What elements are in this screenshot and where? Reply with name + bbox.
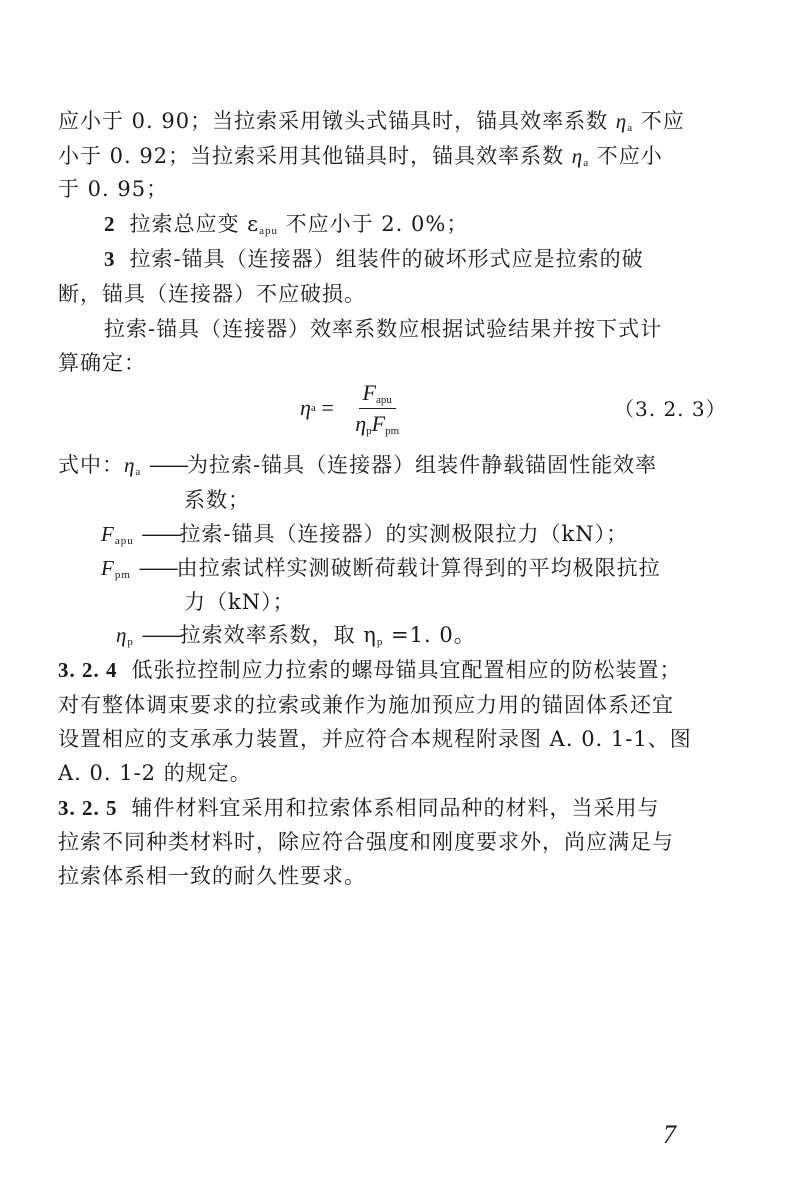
subscript: p	[376, 636, 384, 648]
definition-text: 由拉索试样实测破断荷载计算得到的平均极限抗拉	[176, 556, 661, 580]
text-line	[58, 106, 685, 143]
item-number: 2	[104, 212, 116, 236]
text: 不应	[633, 109, 685, 133]
subscript: pm	[114, 569, 131, 581]
subscript: a	[310, 402, 316, 414]
text-line: 拉索不同种类材料时，除应符合强度和刚度要求外，尚应满足与	[58, 830, 674, 854]
section-3-2-5	[58, 793, 660, 823]
where-label: 式中：	[58, 453, 124, 477]
definition-text: 拉索-锚具（连接器）的实测极限拉力（kN）；	[179, 522, 629, 546]
eta-symbol: η	[300, 395, 311, 420]
text: 小于 0. 92；当拉索采用其他锚具时，锚具效率系数	[58, 144, 572, 168]
text: 应小于 0. 90；当拉索采用镦头式锚具时，锚具效率系数	[58, 109, 616, 133]
denominator: $\eta_pF_{pm}$	[355, 410, 400, 437]
section-number: 3. 2. 4	[58, 658, 118, 682]
formula	[300, 373, 403, 443]
text-line: 系数；	[184, 488, 250, 512]
fraction	[351, 380, 403, 437]
definition-row	[101, 519, 628, 556]
dash: ——	[141, 623, 180, 647]
text: 辅件材料宜采用和拉索体系相同品种的材料，当采用与	[131, 796, 660, 820]
text: 拉索总应变 ε	[129, 212, 260, 236]
text-line: 断，锚具（连接器）不应破损。	[58, 282, 366, 306]
section-3-2-4	[58, 655, 682, 685]
force-symbol: F	[101, 522, 115, 546]
text-line	[58, 141, 663, 178]
text: 拉索-锚具（连接器）组装件的破坏形式应是拉索的破	[129, 247, 644, 271]
subscript: p	[127, 636, 134, 648]
eta-symbol: η	[116, 623, 128, 647]
eta-symbol: η	[124, 453, 136, 477]
item-number: 3	[104, 247, 116, 271]
subscript: apu	[259, 225, 278, 237]
definition-row	[101, 553, 661, 590]
eta-symbol: η	[615, 109, 628, 133]
page-number: 7	[663, 1120, 676, 1149]
text: 不应小	[589, 144, 663, 168]
text-line: 拉索体系相一致的耐久性要求。	[58, 864, 366, 888]
list-item-2	[104, 209, 468, 246]
equals-sign: =	[315, 395, 340, 420]
text-line: 设置相应的支承承力装置，并应符合本规程附录图 A. 0. 1-1、图	[58, 727, 692, 751]
eta-symbol: η	[571, 144, 584, 168]
text-line: 力（kN）；	[184, 590, 295, 614]
list-item-3	[104, 244, 644, 274]
subscript: a	[583, 157, 590, 169]
definition-text: 为拉索-锚具（连接器）组装件静载锚固性能效率	[187, 453, 658, 477]
dash: ——	[138, 556, 177, 580]
numerator: $F_{apu}$	[359, 380, 396, 409]
definition-text: 拉索效率系数，取 η	[179, 623, 377, 647]
text-line: 算确定：	[58, 351, 146, 375]
text-line: 对有整体调束要求的拉索或兼作为施加预应力用的锚固体系还宜	[58, 693, 674, 717]
subscript: a	[135, 466, 142, 478]
subscript: apu	[114, 535, 134, 547]
text: 低张拉控制应力拉索的螺母锚具宜配置相应的防松装置；	[131, 658, 682, 682]
text-line: 拉索-锚具（连接器）效率系数应根据试验结果并按下式计	[104, 317, 663, 341]
dash: ——	[149, 453, 187, 477]
equation-number: （3. 2. 3）	[614, 397, 727, 421]
subscript: a	[627, 122, 634, 134]
text-line: 于 0. 95；	[58, 177, 169, 201]
section-number: 3. 2. 5	[58, 796, 118, 820]
dash: ——	[141, 522, 180, 546]
text-line: A. 0. 1-2 的规定。	[58, 761, 252, 785]
text: 不应小于 2. 0%；	[277, 212, 469, 236]
definition-row	[116, 620, 476, 657]
force-symbol: F	[101, 556, 115, 580]
definition-row	[58, 450, 657, 487]
definition-text: =1. 0。	[383, 623, 476, 647]
